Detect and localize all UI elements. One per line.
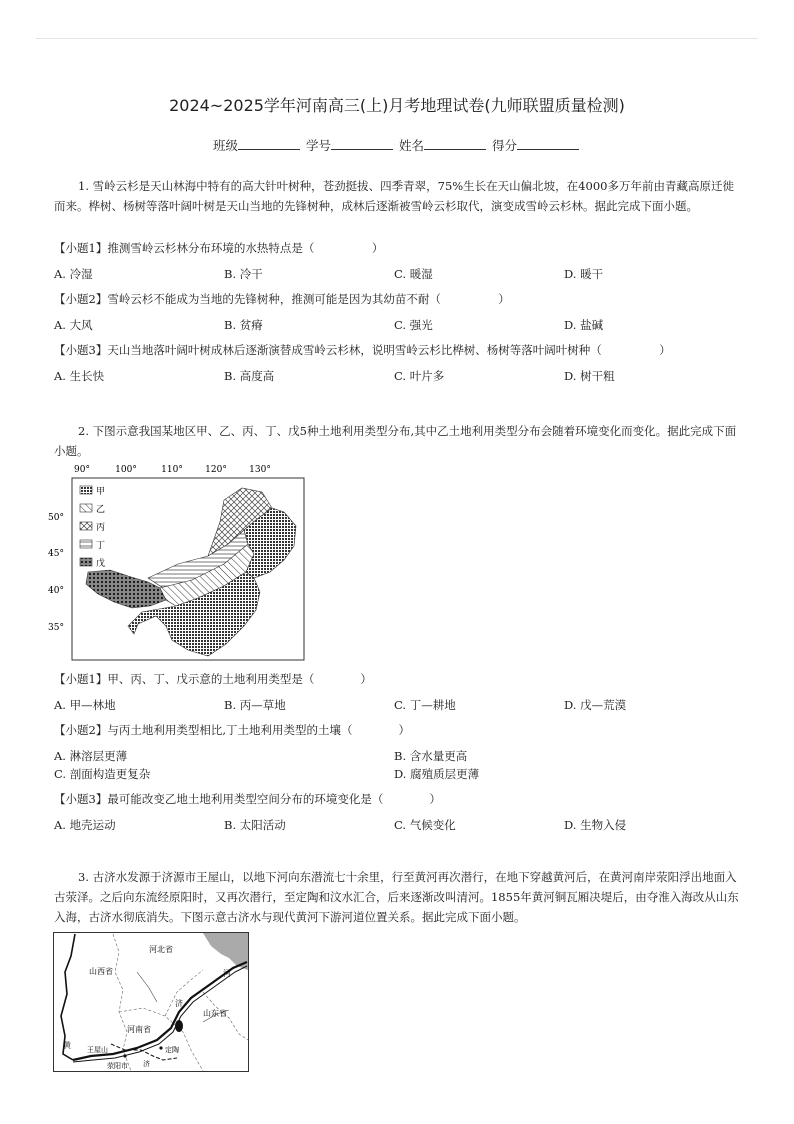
- option-a[interactable]: A. 大风: [54, 318, 93, 332]
- q1-sub1-options: [54, 266, 754, 282]
- lon-label: 90°: [74, 465, 90, 475]
- option-b[interactable]: B. 太阳活动: [224, 818, 286, 832]
- score-blank[interactable]: [517, 149, 579, 150]
- legend-label: 乙: [96, 505, 106, 515]
- option-c[interactable]: C. 丁—耕地: [394, 698, 456, 712]
- q2-sub1-options: [54, 697, 754, 713]
- option-a[interactable]: A. 淋溶层更薄: [54, 749, 128, 763]
- legend-label: 甲: [96, 487, 106, 497]
- label-henan: 河南省: [127, 1025, 151, 1034]
- legend-swatch-wu: [80, 558, 92, 566]
- lat-label: 45°: [48, 549, 64, 559]
- q2-stem: 2. 下图示意我国某地区甲、乙、丙、丁、戊5种土地利用类型分布,其中乙土地利用类型分布会随着环境变化而变化。据此完成下面小题。: [54, 424, 737, 458]
- legend-swatch-ding: [80, 540, 92, 548]
- label-shandong: 山东省: [203, 1009, 227, 1018]
- option-b[interactable]: B. 冷干: [224, 267, 263, 281]
- label-ji: 济: [175, 999, 183, 1008]
- option-d[interactable]: D. 戊—荒漠: [564, 698, 627, 712]
- option-c[interactable]: C. 暖湿: [394, 267, 433, 281]
- legend-swatch-bing: [80, 522, 92, 530]
- number-label: 学号: [305, 138, 331, 153]
- legend-label: 丁: [96, 541, 106, 551]
- option-b[interactable]: B. 含水量更高: [394, 749, 468, 763]
- lon-label: 130°: [249, 465, 271, 475]
- label-hebei: 河北省: [149, 945, 173, 954]
- option-a[interactable]: A. 甲—林地: [54, 698, 116, 712]
- option-b[interactable]: B. 贫瘠: [224, 318, 263, 332]
- name-label: 姓名: [398, 138, 424, 153]
- option-c[interactable]: C. 叶片多: [394, 369, 445, 383]
- q1-sub3-options: [54, 368, 754, 384]
- legend-swatch-yi: [80, 504, 92, 512]
- lat-label: 40°: [48, 586, 64, 596]
- option-d[interactable]: D. 树干粗: [564, 369, 615, 383]
- q1-sub2-options: [54, 317, 754, 333]
- option-d[interactable]: D. 暖干: [564, 267, 604, 281]
- q2-sub1: 【小题1】甲、丙、丁、戊示意的土地利用类型是（ ）: [54, 672, 372, 686]
- lat-label: 35°: [48, 623, 64, 633]
- q1-sub1: 【小题1】推测雪岭云杉林分布环境的水热特点是（ ）: [54, 241, 384, 255]
- lon-label: 100°: [115, 465, 137, 475]
- q2-sub2: 【小题2】与丙土地利用类型相比,丁土地利用类型的土壤（ ）: [54, 723, 410, 737]
- lake: [175, 1020, 183, 1032]
- option-b[interactable]: B. 丙—草地: [224, 698, 286, 712]
- lat-label: 50°: [48, 513, 64, 523]
- page-title: 2024~2025学年河南高三(上)月考地理试卷(九师联盟质量检测): [169, 96, 625, 115]
- option-c[interactable]: C. 气候变化: [394, 818, 456, 832]
- lon-label: 120°: [205, 465, 227, 475]
- student-info-line: [0, 136, 794, 154]
- label-ji-2: 济: [143, 1060, 150, 1068]
- land-use-map: [48, 460, 310, 665]
- option-b[interactable]: B. 高度高: [224, 369, 275, 383]
- name-blank[interactable]: [424, 149, 486, 150]
- legend-label: 丙: [96, 523, 106, 533]
- option-a[interactable]: A. 生长快: [54, 369, 105, 383]
- label-xingyang: 荥阳市: [107, 1062, 128, 1070]
- option-d[interactable]: D. 盐碱: [564, 318, 604, 332]
- lon-label: 110°: [161, 465, 183, 475]
- legend-label: 戊: [96, 559, 106, 569]
- class-label: 班级: [212, 138, 238, 153]
- score-label: 得分: [491, 138, 517, 153]
- q2-sub3-options: [54, 817, 754, 833]
- q2-sub2-options-row1: [54, 748, 754, 764]
- ji-river-map: [53, 932, 249, 1072]
- city-dot-xingyang: [123, 1054, 126, 1057]
- number-blank[interactable]: [331, 149, 393, 150]
- q1-sub2: 【小题2】雪岭云杉不能成为当地的先锋树种，推测可能是因为其幼苗不耐（ ）: [54, 292, 510, 306]
- q3-stem: 3. 古济水发源于济源市王屋山，以地下河向东潜流七十余里，行至黄河再次潜行，在地下穿越黄河后，在黄河南岸荥阳浮出地面入古荥泽。之后向东流经原阳时，又再次潜行，至定陶和汶水汇合，后来逐渐改叫清河。1855年黄河铜瓦厢决堤后，由夺淮入海改从山东入海，古济水彻底消失。下图示意古济水与现代黄河下游河道位置关系。据此完成下面小题。: [54, 870, 739, 924]
- label-wangwushan: 王屋山: [87, 1046, 108, 1054]
- label-huang: 黄: [63, 1041, 71, 1050]
- option-a[interactable]: A. 冷湿: [54, 267, 93, 281]
- option-a[interactable]: A. 地壳运动: [54, 818, 116, 832]
- label-he: 河: [223, 969, 231, 978]
- label-dingtao: 定陶: [165, 1046, 179, 1054]
- option-c[interactable]: C. 强光: [394, 318, 433, 332]
- q2-sub3: 【小题3】最可能改变乙地土地利用类型空间分布的环境变化是（ ）: [54, 792, 441, 806]
- legend-swatch-jia: [80, 486, 92, 494]
- class-blank[interactable]: [238, 149, 300, 150]
- q1-stem: 1. 雪岭云杉是天山林海中特有的高大针叶树种，苍劲挺拔、四季青翠，75%生长在天山偏北坡，在4000多万年前由青藏高原迁徙而来。桦树、杨树等落叶阔叶树是天山当地的先锋树种，成林后逐渐被雪岭云杉取代，演变成雪岭云杉林。据此完成下面小题。: [54, 179, 734, 213]
- q1-sub3: 【小题3】天山当地落叶阔叶树成林后逐渐演替成雪岭云杉林，说明雪岭云杉比桦树、杨树等落叶阔叶树种（ ）: [54, 343, 671, 357]
- option-c[interactable]: C. 剖面构造更复杂: [54, 767, 151, 781]
- top-rule: [36, 38, 758, 39]
- option-d[interactable]: D. 生物入侵: [564, 818, 627, 832]
- label-shanxi: 山西省: [89, 967, 113, 976]
- option-d[interactable]: D. 腐殖质层更薄: [394, 767, 480, 781]
- city-dot-dingtao: [159, 1046, 162, 1049]
- q2-sub2-options-row2: [54, 766, 754, 782]
